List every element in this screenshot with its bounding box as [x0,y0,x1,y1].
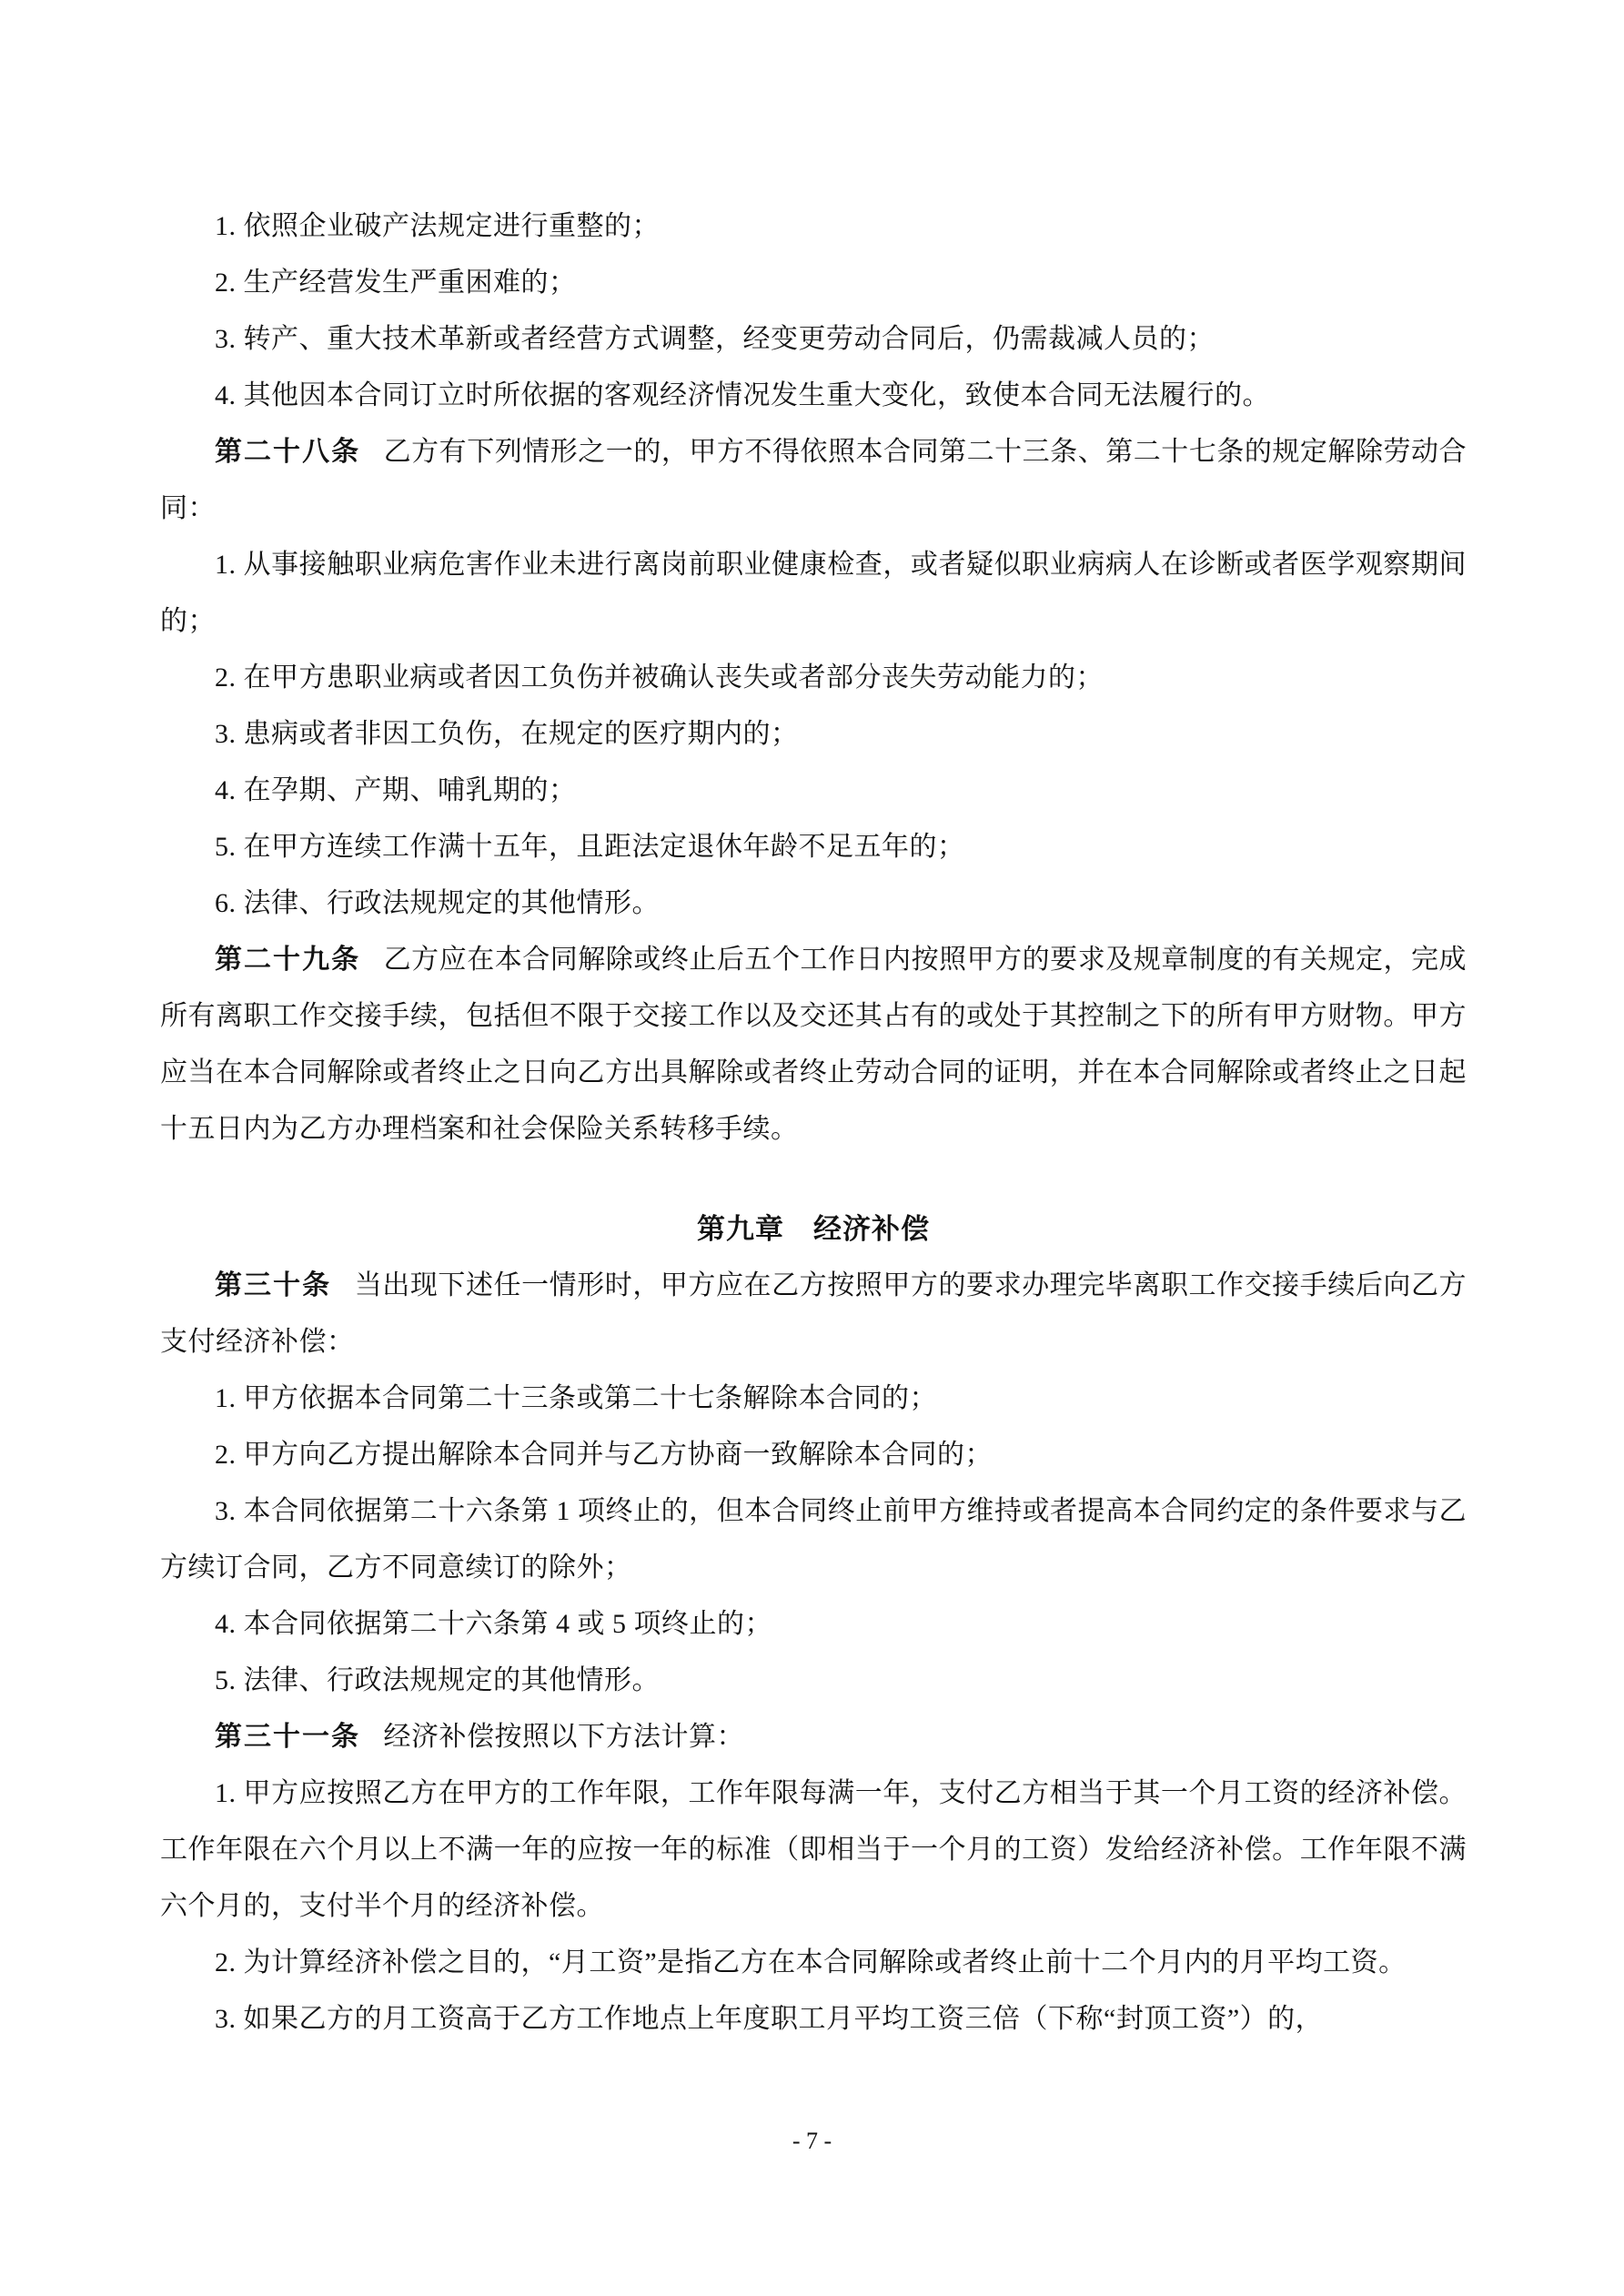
list-item: 5. 在甲方连续工作满十五年，且距法定退休年龄不足五年的； [215,832,965,862]
list-item: 2. 生产经营发生严重困难的； [215,268,577,298]
article-number: 第三十一条 [215,1722,360,1752]
list-item: 3. 本合同依据第二十六条第 1 项终止的，但本合同终止前甲方维持或者提高本合同约定的条件要求与乙方续订合同，乙方不同意续订的除外； [160,1496,1467,1583]
list-item: 4. 本合同依据第二十六条第 4 或 5 项终止的； [215,1609,772,1639]
article-paragraph-28 [160,424,1467,537]
article-paragraph-30 [160,1258,1467,1371]
list-item: 1. 从事接触职业病危害作业未进行离岗前职业健康检查，或者疑似职业病病人在诊断或者医学观察期间的； [160,550,1467,636]
contract-body [160,198,1467,2048]
list-item: 2. 为计算经济补偿之目的，“月工资”是指乙方在本合同解除或者终止前十二个月内的月平均工资。 [215,1947,1407,1977]
article-text: 经济补偿按照以下方法计算： [383,1722,744,1752]
list-item: 4. 其他因本合同订立时所依据的客观经济情况发生重大变化，致使本合同无法履行的。 [215,380,1270,410]
list-item: 3. 如果乙方的月工资高于乙方工作地点上年度职工月平均工资三倍（下称“封顶工资”）的， [215,2004,1324,2034]
page-number: - 7 - [792,2128,832,2154]
article-text: 乙方应在本合同解除或终止后五个工作日内按照甲方的要求及规章制度的有关规定，完成所有离职工作交接手续，包括但不限于交接工作以及交还其占有的或处于其控制之下的所有甲方财物。甲方应当在本合同解除或者终止之日向乙方出具解除或者终止劳动合同的证明，并在本合同解除或者终止之日起十五日内为乙方办理档案和社会保险关系转移手续。 [160,945,1468,1144]
article-paragraph-29 [160,932,1467,1158]
list-item: 1. 甲方依据本合同第二十三条或第二十七条解除本合同的； [215,1383,937,1413]
article-number: 第二十八条 [215,437,361,467]
article-text: 乙方有下列情形之一的，甲方不得依照本合同第二十三条、第二十七条的规定解除劳动合同： [160,437,1468,523]
list-item: 6. 法律、行政法规规定的其他情形。 [215,888,660,918]
article-text: 当出现下述任一情形时，甲方应在乙方按照甲方的要求办理完毕离职工作交接手续后向乙方支付经济补偿： [160,1270,1468,1357]
list-item: 2. 在甲方患职业病或者因工负伤并被确认丧失或者部分丧失劳动能力的； [215,663,1104,693]
article-number: 第三十条 [215,1270,332,1300]
article-paragraph-31 [160,1709,1467,1765]
article-number: 第二十九条 [215,945,361,975]
list-item: 4. 在孕期、产期、哺乳期的； [215,775,577,805]
list-item: 1. 甲方应按照乙方在甲方的工作年限，工作年限每满一年，支付乙方相当于其一个月工资的经济补偿。工作年限在六个月以上不满一年的应按一年的标准（即相当于一个月的工资）发给经济补偿。工作年限不满六个月的，支付半个月的经济补偿。 [160,1778,1467,1921]
list-item: 3. 患病或者非因工负伤，在规定的医疗期内的； [215,719,799,749]
chapter-heading: 第九章 经济补偿 [697,1213,930,1245]
list-item: 3. 转产、重大技术革新或者经营方式调整，经变更劳动合同后，仍需裁减人员的； [215,324,1215,354]
list-item: 5. 法律、行政法规规定的其他情形。 [215,1665,660,1695]
list-item: 1. 依照企业破产法规定进行重整的； [215,211,660,241]
list-item: 2. 甲方向乙方提出解除本合同并与乙方协商一致解除本合同的； [215,1440,993,1470]
